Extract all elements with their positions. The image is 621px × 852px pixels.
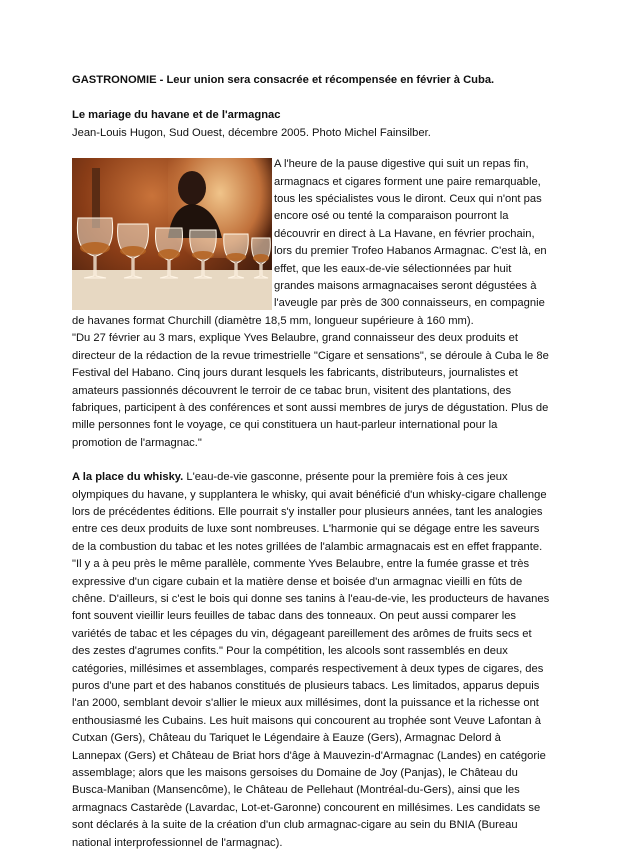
headline (72, 72, 550, 89)
paragraph-1: A l'heure de la pause digestive qui suit un repas fin, armagnacs et cigares forment une paire remarquable, tous les spécialistes vous le diront. Ceux qui n'ont pas encore osé ou tenté la comparaison pourront la découvrir en direct à La Havane, en février prochain, lors du premier Trofeo Habanos Armagnac. C'est là, en effet, que les eaux-de-vie sélectionnées par huit grandes maisons armagnacaises seront dégustées à l'aveugle par près de 300 connaisseurs, en compagnie de havanes format Churchill (diamètre 18,5 mm, longueur supérieure à 160 mm). (72, 158, 547, 327)
paragraph-3 (72, 469, 550, 852)
paragraph-2: "Du 27 février au 3 mars, explique Yves Belaubre, grand connaisseur des deux produits et directeur de la rédaction de la revue trimestrielle "Cigare et sensations", se déroule à Cuba le 8e Festival del Habano. Cinq jours durant lesquels les fabricants, distributeurs, journalistes et amateurs passionnés découvrent le terroir de ce tabac brun, visitent des plantations, des fabriques, participent à des conférences et sont aussi membres de jurys de dégustation. Plus de mille personnes font le voyage, ce qui constituera un haut-parleur international pour la promotion de l'armagnac." (72, 332, 549, 449)
section-leadin: A la place du whisky. (72, 471, 184, 484)
article (72, 72, 550, 852)
byline: Jean-Louis Hugon, Sud Ouest, décembre 2005. Photo Michel Fainsilber. (72, 126, 431, 139)
photo-brandy-glasses (72, 158, 272, 310)
subtitle: Le mariage du havane et de l'armagnac (72, 109, 281, 122)
kicker: GASTRONOMIE (72, 74, 157, 86)
paragraph-3-text: L'eau-de-vie gasconne, présente pour la première fois à ces jeux olympiques du havane, y supplantera le whisky, qui avait bénéficié d'un whisky-cigare challenge lors de précédentes éditions. Elle pourrait s'y installer pour plusieurs années, tant les analogies entre ces deux produits de luxe sont nombreuses. L'harmonie qui se dégage entre les saveurs de la combustion du tabac et les notes grillées de l'alambic armagnacais est en effet frappante. "Il y a à peu près le même parallèle, commente Yves Belaubre, entre la fumée grasse et très expressive d'un cigare cubain et la matière dense et boisée d'un armagnac vieilli en fûts de chêne. D'ailleurs, si c'est le bois qui donne ses tanins à l'eau-de-vie, les producteurs de havanes font souvent vieillir leurs feuilles de tabac dans des tonneaux. On peut aussi comparer les variétés de tabac et les cépages du vin, dégageant pareillement des arômes de fruits secs et des zestes d'agrumes confits." Pour la compétition, les alcools sont rassemblés en deux catégories, millésimes et assemblages, comparés respectivement à deux types de cigares, des puros d'une part et des habanos constitués de plusieurs tabacs. Les limitados, apparus depuis l'an 2000, semblant devoir s'allier le mieux aux millésimes, dont la puissance et la richesse ont enthousiasmé les Cubains. Les huit maisons qui concourent au trophée sont Veuve Lafontan à Cutxan (Gers), Château du Tariquet le Légendaire à Eauze (Gers), Armagnac Delord à Lannepax (Gers) et Château de Briat hors d'âge à Mauvezin-d'Armagnac (Landes) en catégorie assemblage; alors que les maisons gersoises du Domaine de Joy (Panjas), le Château du Busca-Maniban (Mansencôme), le Château de Pellehaut (Montréal-du-Gers), ainsi que les armagnacs Castarède (Lavardac, Lot-et-Garonne) concourent en millésimes. Les candidats se sont déclarés à la suite de la création d'un club armagnac-cigare au sein du BNIA (Bureau national interprofessionnel de l'armagnac). (72, 471, 550, 849)
headline-text: - Leur union sera consacrée et récompensée en février à Cuba. (156, 74, 495, 86)
